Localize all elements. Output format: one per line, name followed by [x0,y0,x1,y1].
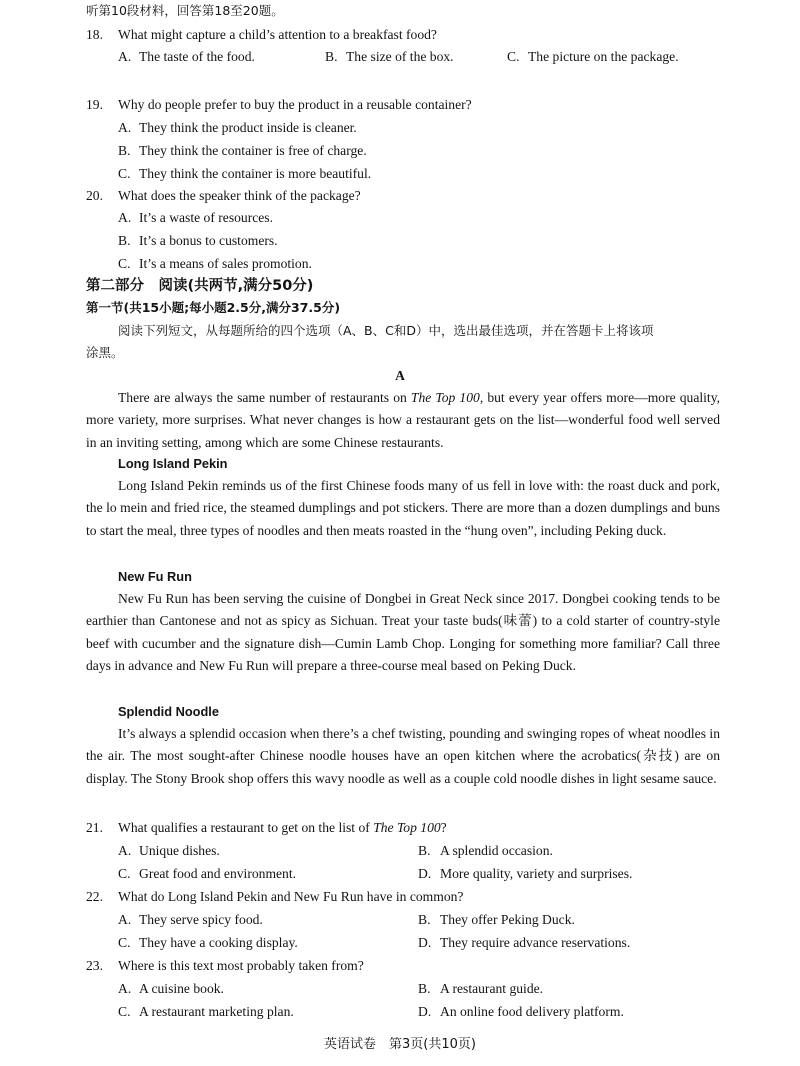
option-text: They think the product inside is cleaner. [139,120,357,135]
option-text: The picture on the package. [528,49,679,64]
passage-intro-text: There are always the same number of restaurants on [118,390,411,405]
question-number: 18. [86,27,103,42]
option-text: It’s a bonus to customers. [139,233,278,248]
option-text: The size of the box. [346,49,454,64]
restaurant-name: New Fu Run [118,569,192,584]
option-text: It’s a waste of resources. [139,210,273,225]
option-label: C. [118,866,131,881]
passage-intro-text: , but every year offers more—more quality, more variety, more surprises. What never changes is how a restaurant gets on the list—wonderful food well served in an inviting setting, among which are some Chinese restaurants. [86,390,721,450]
question-number: 20. [86,188,103,203]
option-label: B. [118,143,131,158]
option-label: C. [118,1004,131,1019]
question-stem: What does the speaker think of the package? [118,188,361,203]
restaurant-name: Long Island Pekin [118,456,228,471]
question-number: 21. [86,820,103,835]
option-text: They think the container is free of charge. [139,143,367,158]
option-label: A. [118,912,132,927]
question-stem: What might capture a child’s attention to a breakfast food? [118,27,437,42]
option-label: D. [418,935,432,950]
option-label: C. [118,166,131,181]
listening-instruction: 听第10段材料，回答第18至20题。 [86,3,284,18]
passage-title: A [395,368,405,383]
restaurant-description: New Fu Run has been serving the cuisine of Dongbei in Great Neck since 2017. Dongbei cooking tends to be earthier than Cantonese and not as spicy as Sichuan. Treat your taste buds(味蕾) to a cold starter of country-style beef with cucumber and the signature dish—Cumin Lamb Chop. Longing for something more familiar? Call three days in advance and New Fu Run will prepare a three-course meal based on Peking Duck. [86,591,720,674]
page-footer: 英语试卷 第3页(共10页) [324,1037,476,1052]
question-stem [118,817,447,839]
option-label: C. [118,935,131,950]
option-text: They offer Peking Duck. [440,912,575,927]
reading-instruction-line1: 阅读下列短文，从每题所给的四个选项（A、B、C和D）中，选出最佳选项，并在答题卡上将该项 [118,323,654,338]
publication-title: The Top 100 [410,390,480,405]
section1-heading: 第一节(共15小题;每小题2.5分,满分37.5分) [86,300,341,315]
question-stem: Why do people prefer to buy the product in a reusable container? [118,97,472,112]
option-label: B. [418,981,431,996]
option-label: D. [418,866,432,881]
option-text: An online food delivery platform. [440,1004,624,1019]
question-stem-text: ? [440,820,447,835]
option-text: They have a cooking display. [139,935,298,950]
option-label: A. [118,49,132,64]
restaurant-name: Splendid Noodle [118,704,219,719]
option-text: A splendid occasion. [440,843,553,858]
option-text: They serve spicy food. [139,912,263,927]
question-stem: What do Long Island Pekin and New Fu Run have in common? [118,889,464,904]
option-label: A. [118,210,132,225]
question-number: 19. [86,97,103,112]
option-label: B. [118,233,131,248]
option-label: D. [418,1004,432,1019]
option-text: A cuisine book. [139,981,224,996]
option-label: A. [118,843,132,858]
option-text: It’s a means of sales promotion. [139,256,312,271]
question-number: 22. [86,889,103,904]
reading-instruction-line2: 涂黑。 [86,345,124,360]
option-text: More quality, variety and surprises. [440,866,633,881]
option-text: Unique dishes. [139,843,220,858]
publication-title: The Top 100 [373,820,441,835]
option-text: A restaurant guide. [440,981,544,996]
option-label: B. [418,843,431,858]
option-label: B. [325,49,338,64]
restaurant-description: It’s always a splendid occasion when there’s a chef twisting, pounding and swinging ropes of wheat noodles in the air. The most sought-after Chinese noodle houses have an open kitchen where the acrobatics(杂技) are on display. The Stony Brook shop offers this wavy noodle as well as a couple cold noodle dishes in light sesame sauce. [86,726,720,786]
passage-intro [86,387,720,454]
restaurant-description: Long Island Pekin reminds us of the first Chinese foods many of us fell in love with: the roast duck and pork, the lo mein and fried rice, the steamed dumplings and pot stickers. There are more than a dozen dumplings and buns to start the meal, three types of noodles and then meats roasted in the “hung oven”, including Peking duck. [86,478,720,538]
question-stem-text: What qualifies a restaurant to get on the list of [118,820,374,835]
option-text: They think the container is more beautiful. [139,166,372,181]
part2-heading: 第二部分 阅读(共两节,满分50分) [86,278,314,294]
option-text: They require advance reservations. [440,935,631,950]
question-number: 23. [86,958,103,973]
option-label: C. [118,256,131,271]
question-stem: Where is this text most probably taken from? [118,958,364,973]
option-label: C. [507,49,520,64]
option-text: Great food and environment. [139,866,297,881]
option-text: The taste of the food. [139,49,255,64]
option-text: A restaurant marketing plan. [139,1004,294,1019]
option-label: A. [118,981,132,996]
option-label: B. [418,912,431,927]
option-label: A. [118,120,132,135]
